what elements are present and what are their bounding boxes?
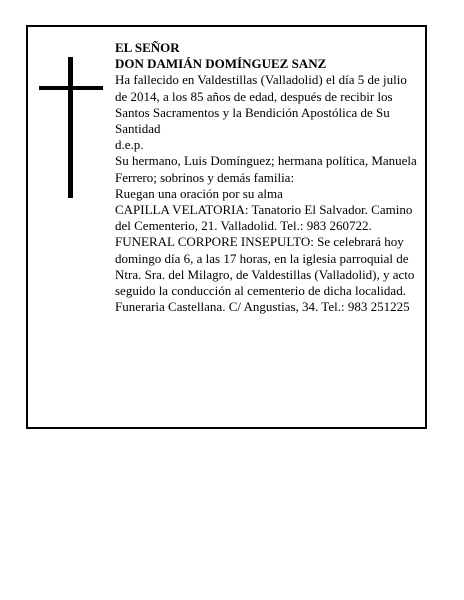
notice-text — [115, 40, 420, 315]
family-line: Su hermano, Luis Domínguez; hermana política, Manuela Ferrero; sobrinos y demás familia: — [115, 153, 417, 185]
chapel-info: CAPILLA VELATORIA: Tanatorio El Salvador. Camino del Cementerio, 21. Valladolid. Tel.: 983 260722. — [115, 202, 413, 234]
obituary-notice — [26, 25, 427, 429]
death-announcement: Ha fallecido en Valdestillas (Valladolid) el día 5 de julio de 2014, a los 85 años de edad, después de recibir los Santos Sacramentos y la Bendición Apostólica de Su Santidad — [115, 72, 407, 137]
cross-vertical-bar — [68, 57, 73, 198]
funeral-info: FUNERAL CORPORE INSEPULTO: Se celebrará hoy domingo día 6, a las 17 horas, en la iglesia parroquial de Ntra. Sra. del Milagro, de Valdestillas (Valladolid), y acto seguido la conducción al cementerio de dicha localidad. — [115, 234, 415, 299]
notice-title: EL SEÑOR — [115, 40, 180, 55]
dep-line: d.e.p. — [115, 137, 144, 153]
deceased-name: DON DAMIÁN DOMÍNGUEZ SANZ — [115, 56, 327, 72]
cross-horizontal-bar — [39, 86, 103, 90]
prayer-request: Ruegan una oración por su alma — [115, 185, 283, 201]
funeral-home-info: Funeraria Castellana. C/ Angustias, 34. Tel.: 983 251225 — [115, 299, 410, 315]
